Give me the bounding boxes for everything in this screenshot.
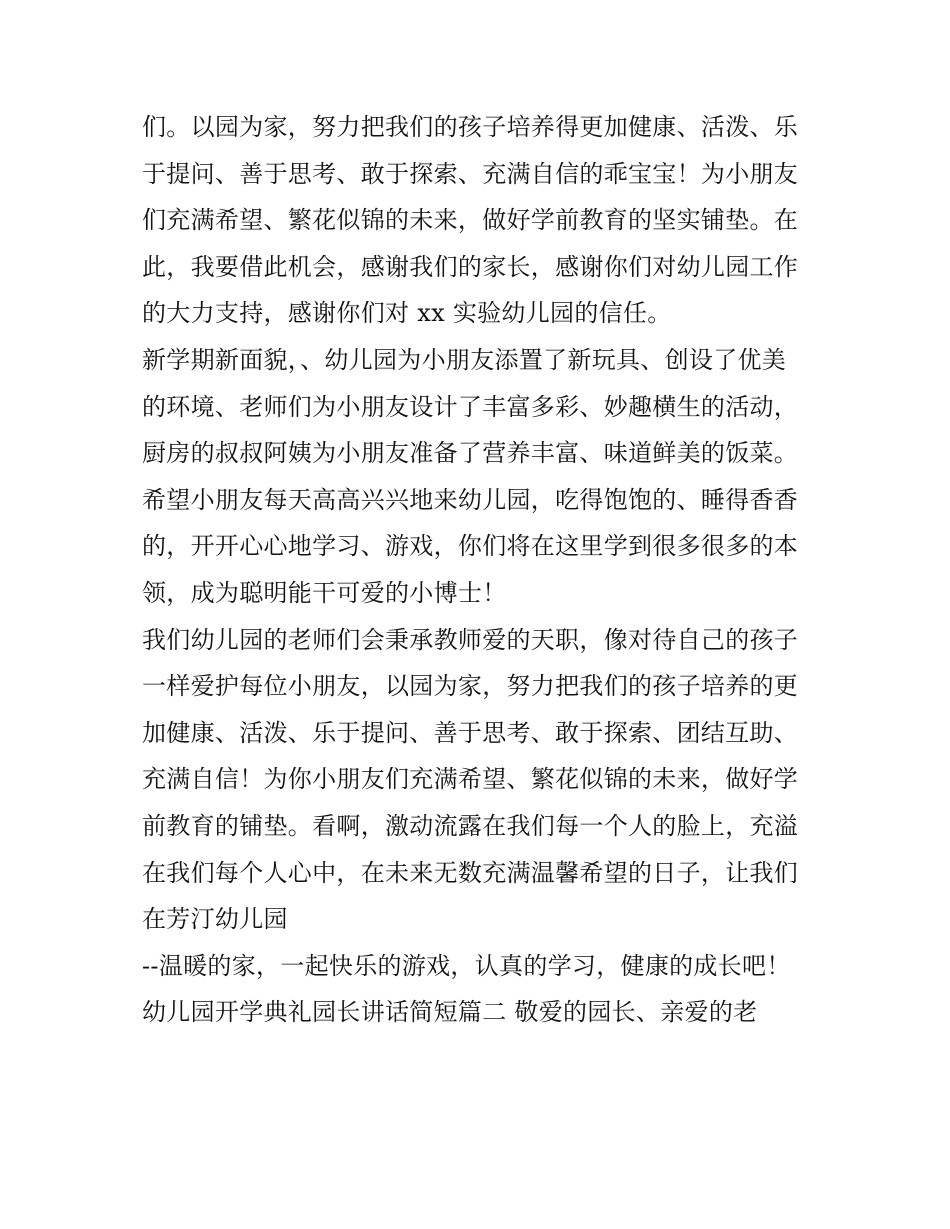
text-line: 们。以园为家，努力把我们的孩子培养得更加健康、活泼、乐 [142, 113, 799, 141]
text-line: 于提问、善于思考、敢于探索、充满自信的乖宝宝！为小朋友 [142, 159, 799, 188]
text-line: 前教育的铺垫。看啊，激动流露在我们每一个人的脸上，充溢 [142, 811, 799, 840]
text-line: 我们幼儿园的老师们会秉承教师爱的天职，像对待自己的孩子 [142, 625, 799, 654]
text-line: 厨房的叔叔阿姨为小朋友准备了营养丰富、味道鲜美的饭菜。 [142, 439, 799, 468]
text-line: 新学期新面貌，、幼儿园为小朋友添置了新玩具、创设了优美 [142, 345, 787, 374]
text-line: 领，成为聪明能干可爱的小博士！ [142, 578, 507, 607]
text-line: 在芳汀幼儿园 [142, 905, 288, 934]
text-line: 们充满希望、繁花似锦的未来，做好学前教育的坚实铺垫。在 [142, 206, 799, 235]
text-line: 的环境、老师们为小朋友设计了丰富多彩、妙趣横生的活动， [142, 392, 799, 421]
text-line: 的大力支持，感谢你们对 xx 实验幼儿园的信任。 [142, 299, 672, 328]
text-line: 充满自信！为你小朋友们充满希望、繁花似锦的未来，做好学 [142, 765, 799, 794]
text-line: 加健康、活泼、乐于提问、善于思考、敢于探索、团结互助、 [142, 718, 799, 747]
text-line: 一样爱护每位小朋友，以园为家，努力把我们的孩子培养的更 [142, 672, 799, 701]
text-line: 在我们每个人心中，在未来无数充满温馨希望的日子，让我们 [142, 858, 799, 887]
text-line: 希望小朋友每天高高兴兴地来幼儿园，吃得饱饱的、睡得香香 [142, 485, 799, 514]
text-line: 的，开开心心地学习、游戏，你们将在这里学到很多很多的本 [142, 532, 799, 561]
text-line: --温暖的家，一起快乐的游戏，认真的学习，健康的成长吧！ [142, 951, 791, 980]
document-body [142, 104, 822, 1036]
text-line: 此，我要借此机会，感谢我们的家长，感谢你们对幼儿园工作 [142, 252, 799, 281]
text-line: 幼儿园开学典礼园长讲话简短篇二 敬爱的园长、亲爱的老 [142, 998, 758, 1027]
